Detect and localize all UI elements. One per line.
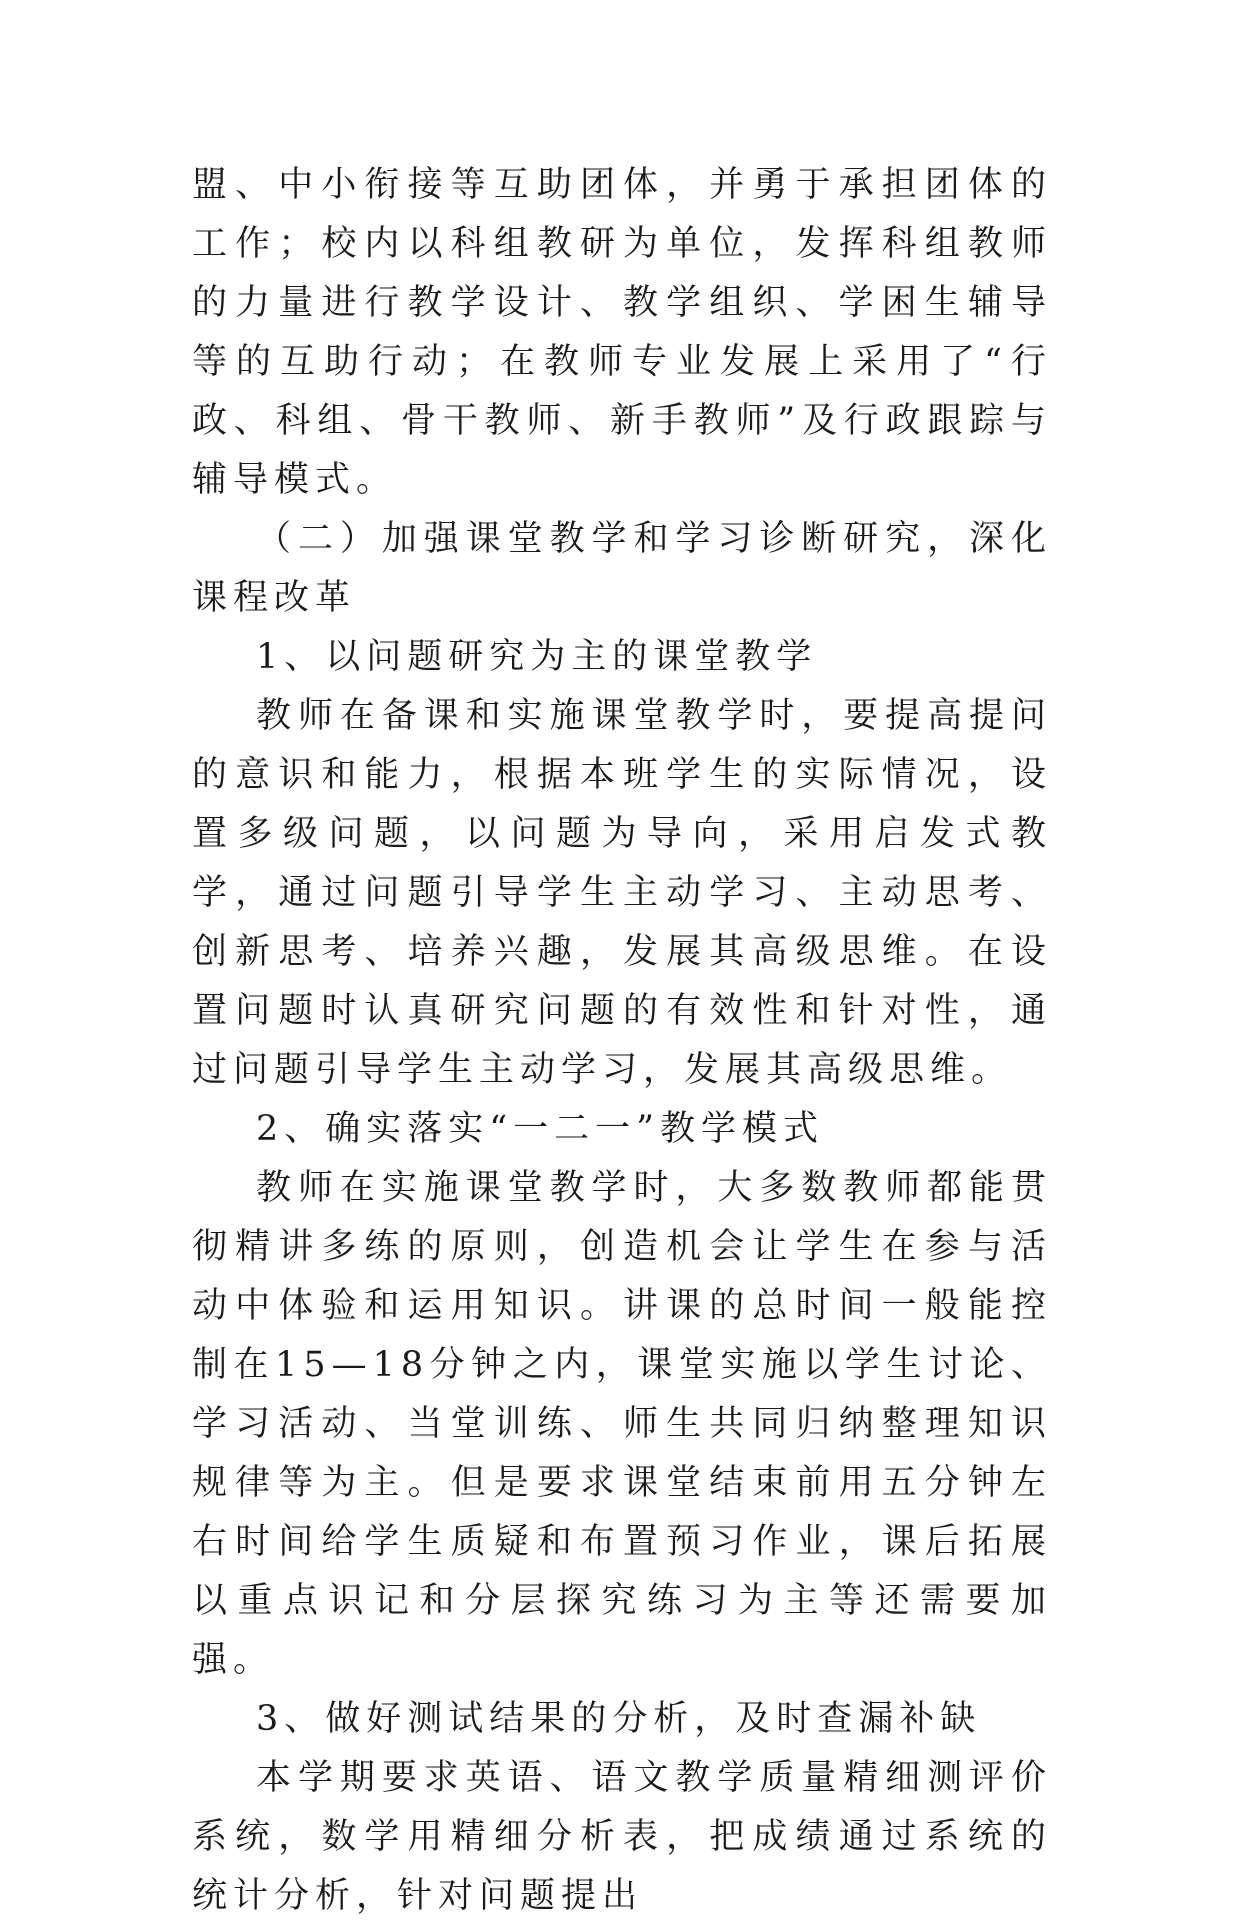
section-heading: （二）加强课堂教学和学习诊断研究，深化课程改革: [192, 519, 1052, 618]
paragraph-body-3: 本学期要求英语、语文教学质量精细测评价系统，数学用精细分析表，把成绩通过系统的统计分析，针对问题提出: [192, 1758, 1052, 1916]
document-body: [192, 156, 1052, 1926]
sub-heading-3: 3、做好测试结果的分析，及时查漏补缺: [256, 1699, 982, 1739]
paragraph-body-2: 教师在实施课堂教学时，大多数教师都能贯彻精讲多练的原则，创造机会让学生在参与活动中体验和运用知识。讲课的总时间一般能控制在15—18分钟之内，课堂实施以学生讨论、学习活动、当堂训练、师生共同归纳整理知识规律等为主。但是要求课堂结束前用五分钟左右时间给学生质疑和布置预习作业，课后拓展以重点识记和分层探究练习为主等还需要加强。: [192, 1168, 1052, 1680]
paragraph-continuation: 盟、中小衔接等互助团体，并勇于承担团体的工作；校内以科组教研为单位，发挥科组教师的力量进行教学设计、教学组织、学困生辅导等的互助行动；在教师专业发展上采用了“行政、科组、骨干教师、新手教师”及行政跟踪与辅导模式。: [192, 165, 1052, 500]
paragraph-body-1: 教师在备课和实施课堂教学时，要提高提问的意识和能力，根据本班学生的实际情况，设置多级问题，以问题为导向，采用启发式教学，通过问题引导学生主动学习、主动思考、创新思考、培养兴趣，发展其高级思维。在设置问题时认真研究问题的有效性和针对性，通过问题引导学生主动学习，发展其高级思维。: [192, 696, 1052, 1090]
sub-heading-2: 2、确实落实“一二一”教学模式: [256, 1109, 825, 1149]
sub-heading-1: 1、以问题研究为主的课堂教学: [256, 637, 818, 677]
